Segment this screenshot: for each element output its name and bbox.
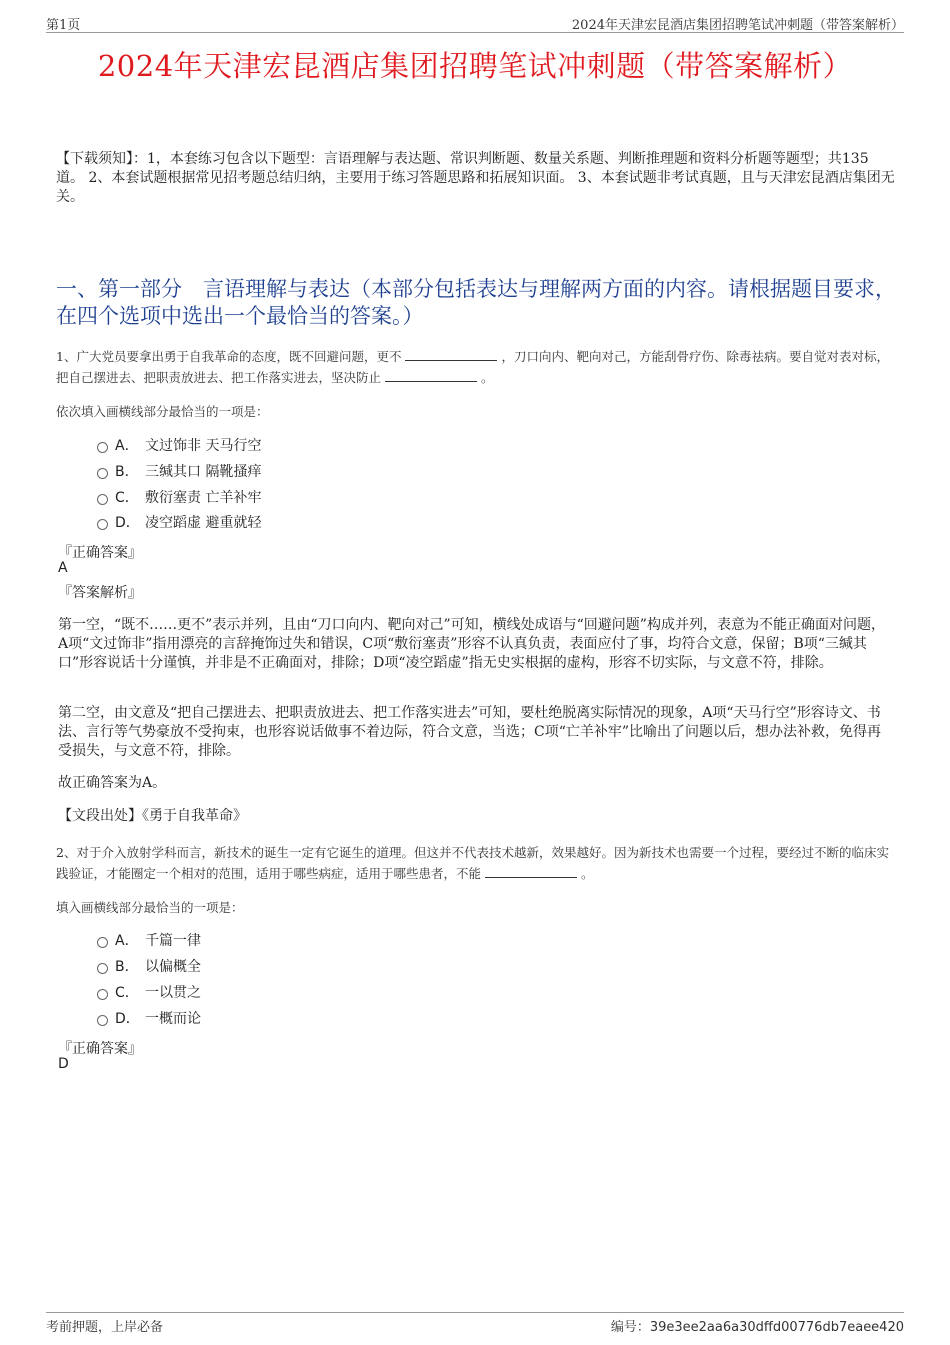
radio-icon[interactable] [97,442,108,453]
radio-icon[interactable] [97,1015,108,1026]
q1-analysis-paragraph: 第一空，“既不……更不”表示并列，且由“刀口向内、靶向对己”可知，横线处成语与“回避问题”构成并列，表意为不能正确面对问题，A项“文过饰非”指用漂亮的言辞掩饰过失和错误，C项“敷衍塞责”形容不认真负责，表面应付了事，均符合文意，保留；B项“三缄其口”形容说话十分谨慎，并非是不正确面对，排除；D项“凌空蹈虚”指无史实根据的虚构，形容不切实际，与文意不符，排除。 [58,617,885,671]
footer-code-value: 39e3ee2aa6a30dffd00776db7eaee420 [649,1320,904,1335]
stem-text: 1、广大党员要拿出勇于自我革命的态度，既不回避问题，更不 [56,349,402,364]
q2-answer-label: 『正确答案』 [58,1041,142,1057]
q1-analysis-paragraph: 第二空，由文意及“把自己摆进去、把职责放进去、把工作落实进去”可知，要杜绝脱离实际情况的现象，A项“天马行空”形容诗文、书法、言行等气势豪放不受拘束，也形容说话做事不着边际，符合文意，当选；C项“亡羊补牢”比喻出了问题以后，想办法补救，免得再受损失，与文意不符，排除。 [58,705,882,759]
radio-icon[interactable] [97,468,108,479]
q1-source: 【文段出处】《勇于自我革命》 [58,808,247,824]
question-2-instruction: 填入画横线部分最恰当的一项是： [56,900,244,915]
radio-icon[interactable] [97,989,108,1000]
q1-analysis-conclusion: 故正确答案为A。 [58,775,167,791]
radio-icon[interactable] [97,519,108,530]
question-1-instruction: 依次填入画横线部分最恰当的一项是： [56,404,269,419]
footer-slogan: 考前押题，上岸必备 [46,1320,164,1335]
blank-line [485,864,577,878]
q2-answer: D [58,1056,69,1072]
document-title: 2024年天津宏昆酒店集团招聘笔试冲刺题（带答案解析） [97,49,853,83]
blank-line [405,347,497,361]
q1-option-d[interactable]: D． 凌空蹈虚 避重就轻 [97,513,261,533]
radio-icon[interactable] [97,937,108,948]
q1-answer-label: 『正确答案』 [58,545,142,561]
radio-icon[interactable] [97,963,108,974]
stem-text: 。 [581,866,594,881]
q1-option-b[interactable]: B． 三缄其口 隔靴搔痒 [97,462,261,482]
page-header [46,14,904,33]
question-2-stem [56,842,896,884]
q2-option-c[interactable]: C． 一以贯之 [97,983,201,1003]
stem-text: 。 [481,370,494,385]
q1-option-c[interactable]: C． 敷衍塞责 亡羊补牢 [97,488,261,508]
q2-option-b[interactable]: B． 以偏概全 [97,957,201,977]
q1-option-a[interactable]: A． 文过饰非 天马行空 [97,436,261,456]
q1-answer: A [58,560,68,576]
header-doc-title: 2024年天津宏昆酒店集团招聘笔试冲刺题（带答案解析） [571,18,904,33]
download-notice: 【下载须知】：1，本套练习包含以下题型：言语理解与表达题、常识判断题、数量关系题、判断推理题和资料分析题等题型；共135道。 2、本套试题根据常见招考题总结归纳，主要用于练习答题思路和拓展知识面。 3、本套试题非考试真题，且与天津宏昆酒店集团无关。 [56,151,895,205]
section-heading: 一、第一部分 言语理解与表达（本部分包括表达与理解两方面的内容。请根据题目要求，在四个选项中选出一个最恰当的答案。） [56,277,896,328]
q2-option-a[interactable]: A． 千篇一律 [97,931,201,951]
page-footer [46,1312,904,1335]
page-number: 第1页 [46,18,81,33]
footer-code-label: 编号： [610,1320,650,1335]
footer-code [611,1316,904,1335]
q1-analysis-label: 『答案解析』 [58,585,142,601]
blank-line [385,368,477,382]
stem-text: ，刀口向内、靶向对己，方能刮骨疗伤、除毒祛病。要自觉对表对标，把自己摆进去、把职责放进去、把工作落实进去，坚决防止 [56,349,889,385]
stem-text: 2、对于介入放射学科而言，新技术的诞生一定有它诞生的道理。但这并不代表技术越新，效果越好。因为新技术也需要一个过程，要经过不断的临床实践验证，才能圈定一个相对的范围，适用于哪些病症，适用于哪些患者，不能 [56,845,889,881]
radio-icon[interactable] [97,494,108,505]
question-1-stem [56,346,896,388]
q2-option-d[interactable]: D． 一概而论 [97,1009,201,1029]
